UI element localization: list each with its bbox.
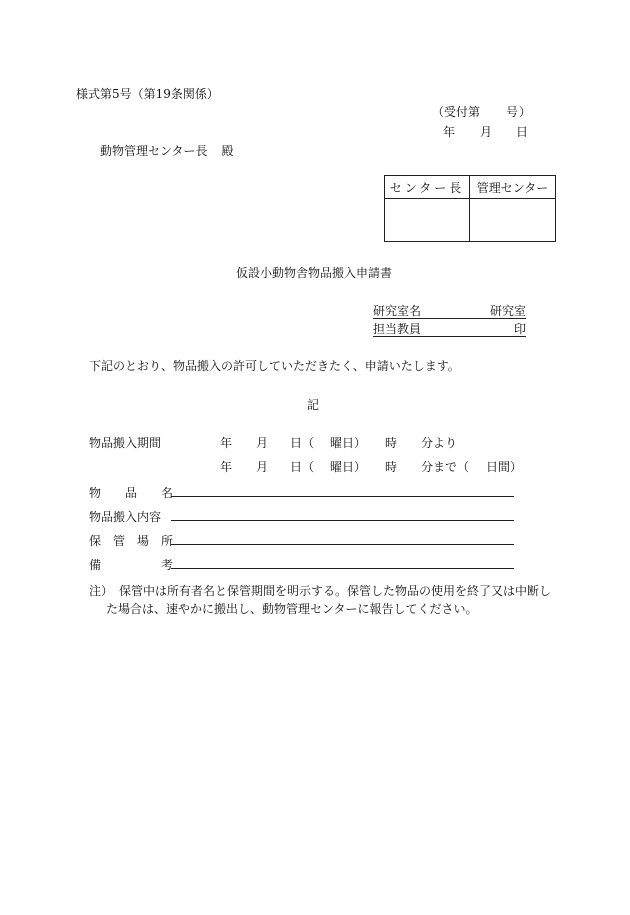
remarks-input-line[interactable] [171,553,514,569]
recipient-honorific: 殿 [221,144,234,158]
approval-stamp-table [384,175,556,242]
until-year: 年 [220,460,233,474]
ki-heading: 記 [307,398,320,412]
applicant-teacher-field[interactable] [373,320,526,337]
from-day: 日（ [290,436,315,450]
until-month: 月 [256,460,269,474]
from-year: 年 [220,436,233,450]
applicant-lab-label: 研究室名 [373,304,422,318]
until-day: 日（ [290,460,315,474]
from-minute: 分より [421,436,458,450]
storage-location-input-line[interactable] [171,529,514,545]
reception-no-label: 号 [506,105,519,119]
note-line-1: 注） 保管中は所有者名と保管期間を明示する。保管した物品の使用を終了又は中断し [89,584,552,598]
applicant-lab-field[interactable] [373,302,526,319]
date-month: 月 [480,125,493,139]
until-minute: 分まで（ [421,460,470,474]
date-day: 日 [516,125,529,139]
applicant-teacher-label: 担当教員 [373,322,422,336]
intro-text: 下記のとおり、物品搬入の許可していただきたく、申請いたします。 [89,359,460,373]
until-days: 日間） [486,460,523,474]
remarks-label: 備 考 [89,558,174,572]
reception-close: ） [519,105,532,119]
note-line-2: た場合は、速やかに搬出し、動物管理センターに報告してください。 [106,602,478,616]
applicant-lab-suffix: 研究室 [489,304,526,318]
from-weekday: 曜日） [330,436,367,450]
item-content-label: 物品搬入内容 [89,510,162,524]
until-hour: 時 [385,460,398,474]
period-label: 物品搬入期間 [89,436,162,450]
storage-location-label: 保 管 場 所 [89,534,174,548]
approval-header-management: 管理センター [470,176,556,199]
approval-stamp-management[interactable] [470,199,556,242]
approval-header-center-head: センター長 [385,176,470,199]
item-name-input-line[interactable] [171,481,514,497]
from-hour: 時 [385,436,398,450]
form-number: 様式第5号（第19条関係） [76,87,219,101]
period-until-row [0,458,630,474]
recipient [100,142,234,159]
approval-stamp-center-head[interactable] [385,199,470,242]
date-year: 年 [443,125,456,139]
recipient-name: 動物管理センター長 [100,144,208,158]
seal-mark: 印 [513,322,526,336]
from-month: 月 [256,436,269,450]
document-title: 仮設小動物舎物品搬入申請書 [236,266,393,280]
reception-open: （受付第 [432,105,481,119]
period-from-row [0,434,630,450]
item-content-input-line[interactable] [171,505,514,521]
until-weekday: 曜日） [330,460,367,474]
item-name-label: 物 品 名 [89,486,174,500]
